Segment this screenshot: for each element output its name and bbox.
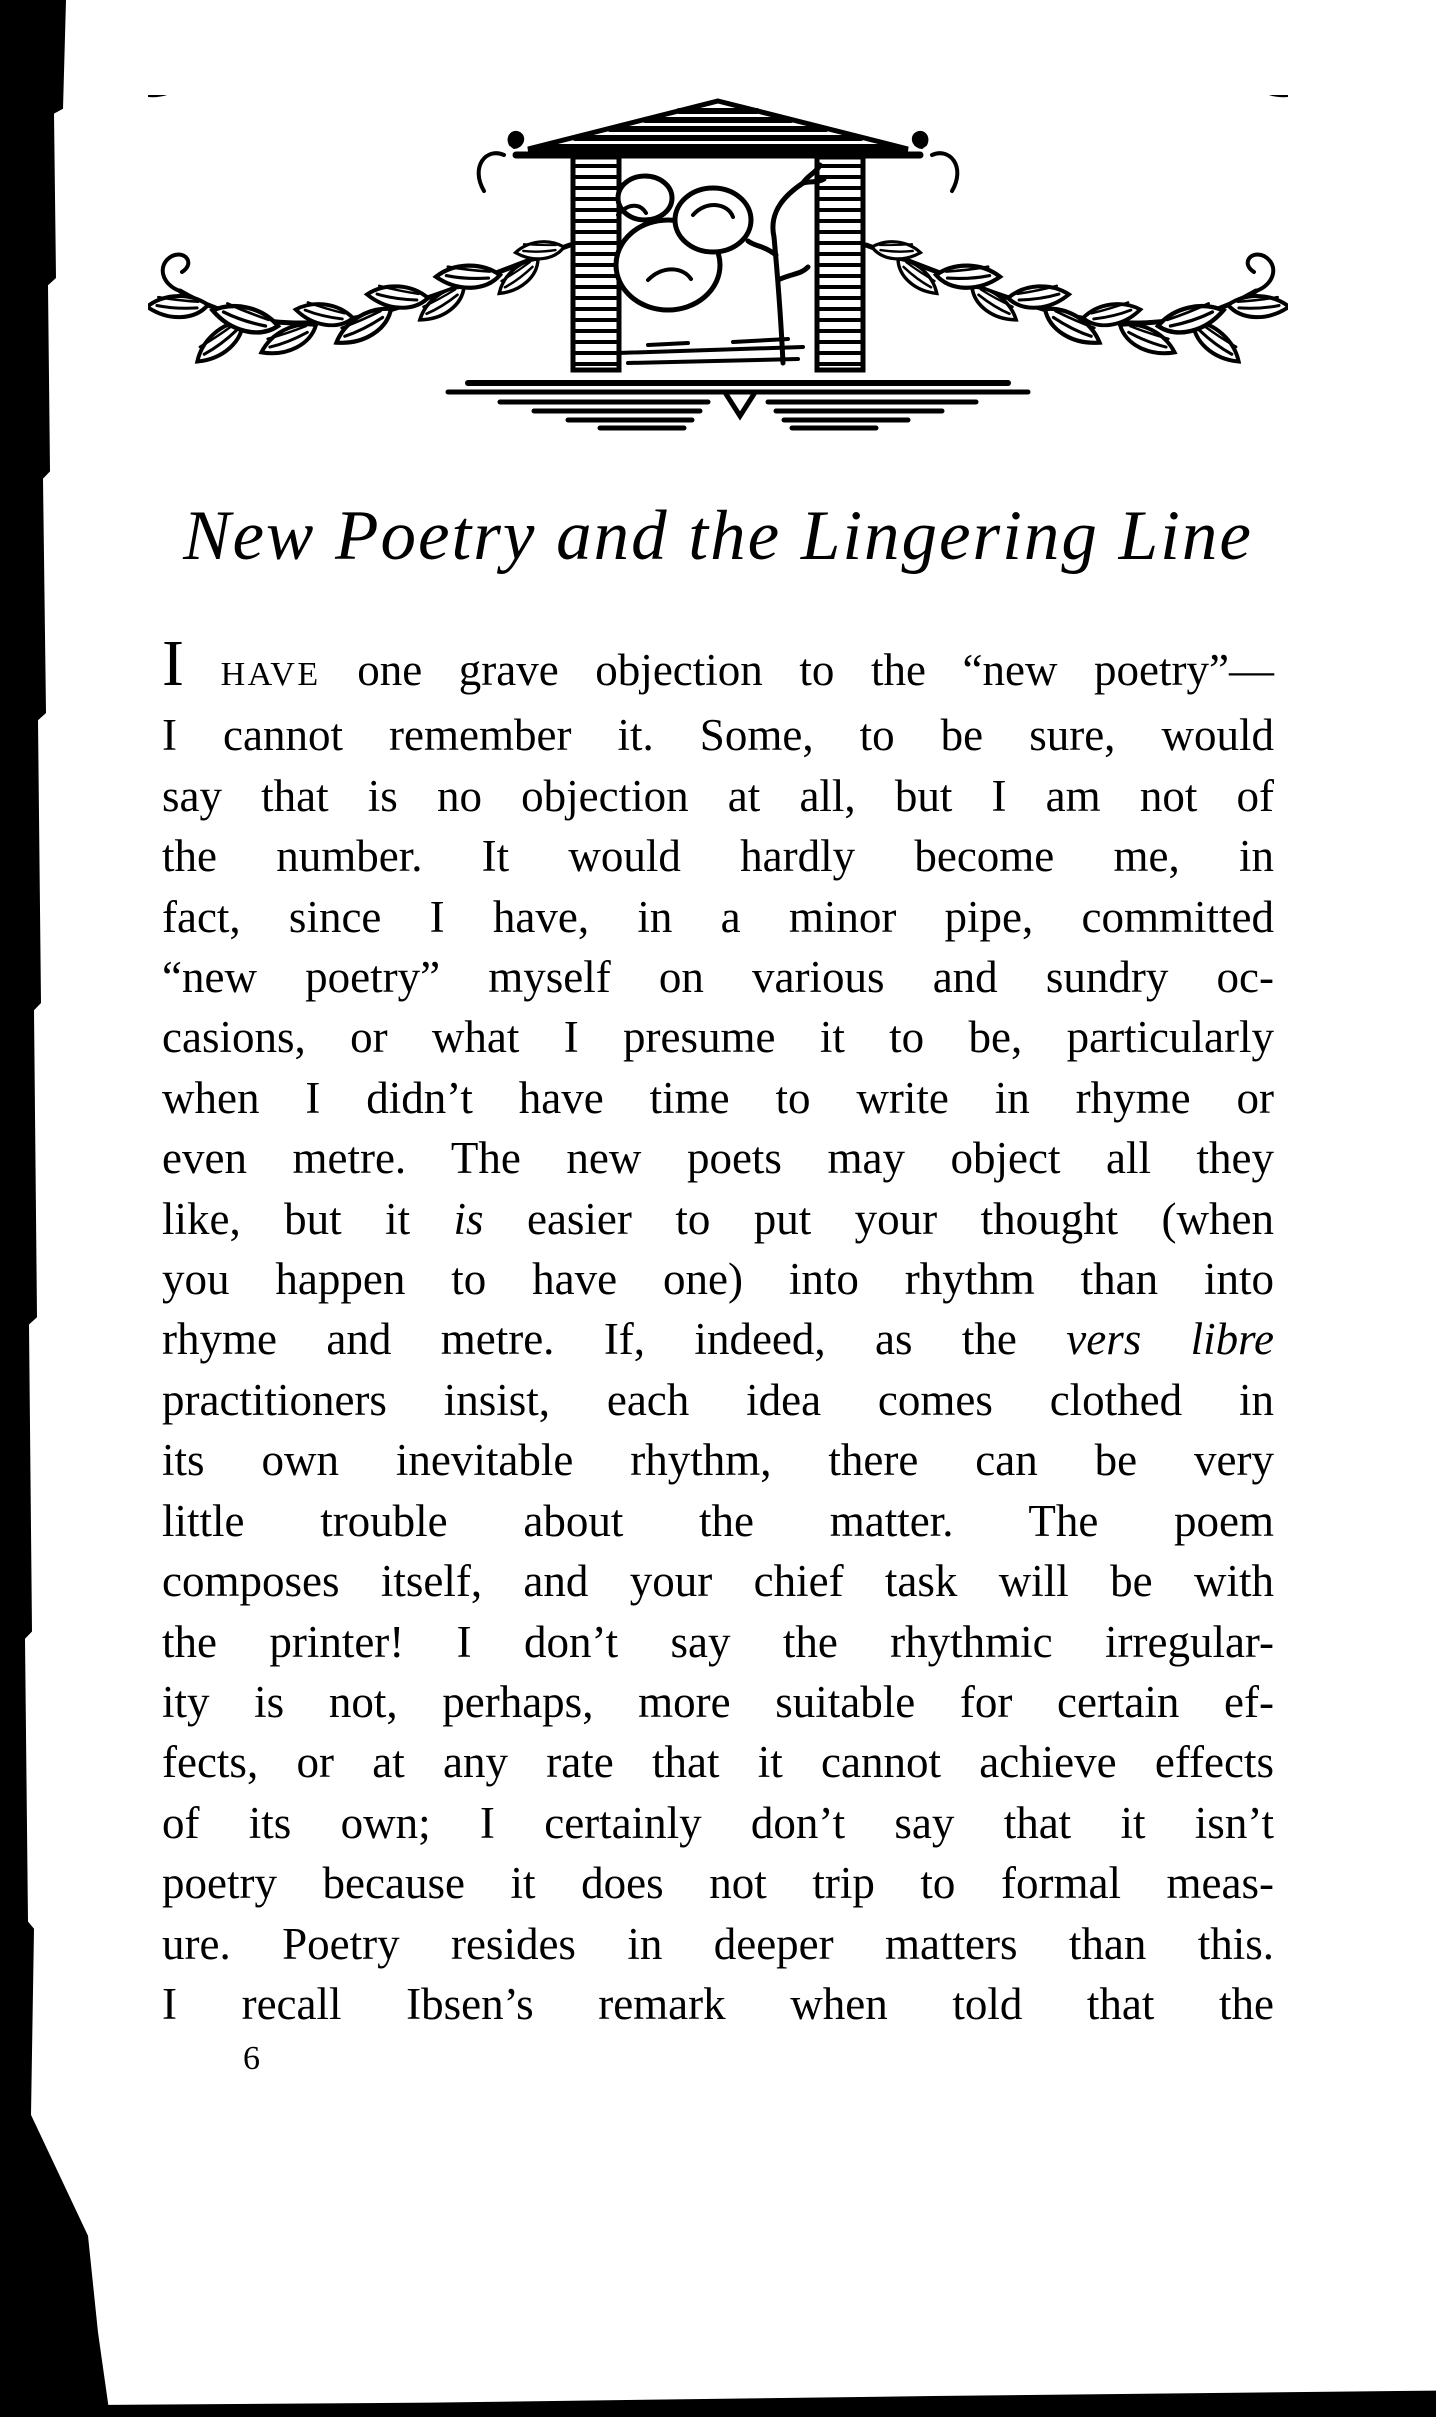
page-title: New Poetry and the Lingering Line: [183, 497, 1253, 575]
body-line: [162, 1128, 1274, 1188]
text-run: rhyme and metre. If, indeed, as the: [162, 1314, 1067, 1365]
text-run: vers libre: [1066, 1314, 1274, 1365]
text-run: “new poetry” myself on various and sundry oc-: [162, 952, 1274, 1003]
body-line: [162, 1853, 1274, 1913]
text-run: of its own; I certainly don’t say that it isn’t: [162, 1797, 1274, 1848]
body-line: [162, 1189, 1274, 1249]
panel-roof: [516, 101, 920, 155]
text-run: its own inevitable rhythm, there can be very: [162, 1435, 1274, 1486]
body-line: [162, 1974, 1274, 2034]
body-line: [162, 826, 1274, 886]
body-line: [162, 1612, 1274, 1672]
body-line: [162, 1793, 1274, 1853]
body-line: [162, 766, 1274, 826]
leaf-garland-left: [148, 95, 570, 362]
body-text: [162, 627, 1274, 2034]
text-run: one grave objection to the “new poetry”—: [320, 645, 1274, 695]
text-run: ure. Poetry resides in deeper matters than this.: [162, 1918, 1274, 1969]
text-run: say that is no objection at all, but I am not of: [162, 770, 1274, 821]
text-run: easier to put your thought (when: [483, 1193, 1274, 1244]
text-run: I cannot remember it. Some, to be sure, would: [162, 710, 1274, 761]
text-run: composes itself, and your chief task will be with: [162, 1556, 1274, 1607]
text-run: I: [162, 627, 184, 700]
text-run: when I didn’t have time to write in rhyme or: [162, 1072, 1274, 1123]
headpiece-ornament-illustration: [148, 95, 1288, 455]
cloud-drawing: [616, 176, 751, 310]
text-run: fact, since I have, in a minor pipe, committed: [162, 891, 1274, 942]
body-line: [162, 1007, 1274, 1067]
text-run: I recall Ibsen’s remark when told that the: [162, 1978, 1274, 2029]
text-run: poetry because it does not trip to formal meas-: [162, 1858, 1274, 1909]
panel-base: [448, 383, 1028, 428]
text-run: the number. It would hardly become me, in: [162, 831, 1274, 882]
scan-border-left: [0, 0, 110, 2417]
body-line: [162, 1491, 1274, 1551]
text-run: like, but it: [162, 1193, 454, 1244]
text-run: ity is not, perhaps, more suitable for certain ef-: [162, 1676, 1274, 1727]
text-run: the printer! I don’t say the rhythmic irregular-: [162, 1616, 1274, 1667]
body-line: [162, 947, 1274, 1007]
text-run: casions, or what I presume it to be, particularly: [162, 1012, 1274, 1063]
body-line: [162, 1732, 1274, 1792]
text-run: you happen to have one) into rhythm than into: [162, 1254, 1274, 1305]
body-line: [162, 1914, 1274, 1974]
tree-drawing: [748, 165, 824, 363]
body-line: [162, 1370, 1274, 1430]
body-line: [162, 1068, 1274, 1128]
text-run: little trouble about the matter. The poem: [162, 1495, 1274, 1546]
page-number: 6: [243, 2040, 260, 2077]
text-run: [184, 645, 221, 695]
body-line: [162, 1551, 1274, 1611]
ground-hatching: [618, 339, 803, 363]
text-run: even metre. The new poets may object all they: [162, 1133, 1274, 1184]
leaf-garland-right: [866, 95, 1288, 362]
body-line: [162, 1430, 1274, 1490]
text-run: HAVE: [220, 656, 321, 693]
body-line: [162, 1309, 1274, 1369]
body-line: [162, 1672, 1274, 1732]
text-run: fects, or at any rate that it cannot achieve effects: [162, 1737, 1274, 1788]
body-line: [162, 887, 1274, 947]
body-line: [162, 627, 1274, 705]
text-run: practitioners insist, each idea comes clothed in: [162, 1374, 1274, 1425]
body-line: [162, 705, 1274, 765]
text-run: is: [453, 1193, 484, 1244]
scan-border-bottom: [0, 2387, 1436, 2417]
body-line: [162, 1249, 1274, 1309]
